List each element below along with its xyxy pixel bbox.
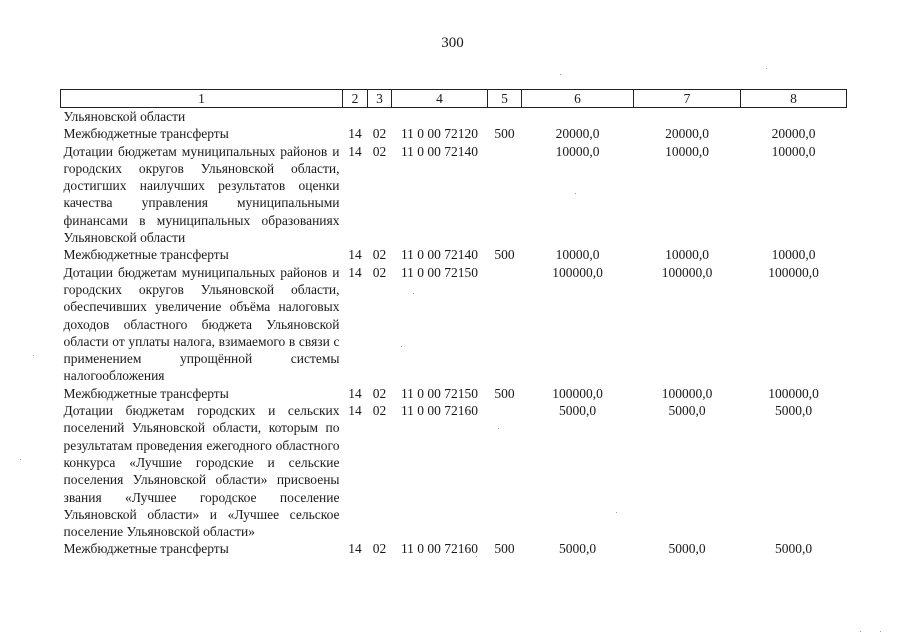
scan-speck (575, 193, 576, 194)
amount-col-8-cell: 100000,0 (768, 385, 819, 401)
subsection-code-cell: 02 (372, 385, 387, 401)
section-code-cell: 14 (348, 126, 362, 142)
amount-col-7-cell (634, 108, 741, 126)
row-name-cell: Ульяновской области (63, 109, 186, 124)
amount-col-8-cell: 5000,0 (774, 541, 813, 557)
section-code-cell: 14 (348, 264, 362, 280)
target-article-cell: 11 0 00 72150 (400, 385, 479, 401)
row-name-cell: Дотации бюджетам муниципальных районов и городских округов Ульяновской области, достигших наилучших результатов оценки качества управления муниципальными финансами в муниципальных образованиях Ульяновской области (63, 143, 340, 246)
scan-speck (401, 346, 402, 347)
table-row (61, 385, 847, 402)
row-name-cell: Межбюджетные трансферты (63, 541, 229, 557)
amount-col-8-cell: 10000,0 (771, 143, 816, 159)
header-col-4: 4 (392, 90, 488, 108)
header-col-3: 3 (368, 90, 392, 108)
table-row (61, 402, 847, 540)
amount-col-7-cell: 5000,0 (668, 403, 706, 419)
header-col-7: 7 (634, 90, 741, 108)
amount-col-6-cell: 20000,0 (555, 126, 600, 142)
target-article-cell: 11 0 00 72150 (400, 264, 479, 280)
row-name-cell: Дотации бюджетам муниципальных районов и городских округов Ульяновской области, обеспечивших увеличение объёма налоговых доходов областного бюджета Ульяновской области от уплаты налога, взимаемого в связи с применением упрощённой системы налогообложения (63, 264, 340, 384)
subsection-code-cell: 02 (372, 247, 387, 263)
amount-col-6-cell: 5000,0 (558, 403, 597, 419)
scan-speck (33, 355, 34, 356)
target-article-cell: 11 0 00 72140 (400, 143, 479, 159)
header-col-5: 5 (488, 90, 522, 108)
header-col-2: 2 (343, 90, 368, 108)
subsection-code-cell: 02 (372, 541, 387, 557)
row-name-cell: Межбюджетные трансферты (63, 247, 229, 263)
scan-speck (476, 556, 477, 557)
target-article-cell: 11 0 00 72120 (400, 126, 479, 142)
amount-col-8-cell: 100000,0 (768, 264, 819, 280)
expense-type-cell (488, 108, 522, 126)
section-code-cell: 14 (348, 385, 362, 401)
header-row (61, 90, 847, 108)
subsection-code-cell (368, 108, 392, 126)
amount-col-7-cell: 100000,0 (661, 264, 713, 280)
amount-col-8-cell: 20000,0 (771, 126, 816, 142)
subsection-code-cell: 02 (372, 403, 387, 419)
page-number: 300 (441, 35, 464, 51)
target-article-cell: 11 0 00 72160 (400, 403, 479, 419)
subsection-code-cell: 02 (372, 126, 387, 142)
table-row (61, 264, 847, 385)
subsection-code-cell: 02 (372, 143, 387, 159)
amount-col-7-cell: 20000,0 (665, 126, 709, 142)
section-code-cell: 14 (348, 247, 362, 263)
table-row (61, 246, 847, 263)
row-name-cell: Межбюджетные трансферты (63, 126, 229, 142)
expense-type-cell (488, 143, 522, 247)
expense-type-cell (488, 402, 522, 540)
amount-col-7-cell: 10000,0 (665, 143, 709, 159)
scan-speck (560, 74, 561, 75)
target-article-cell: 11 0 00 72160 (400, 541, 479, 557)
amount-col-7-cell: 100000,0 (661, 385, 713, 401)
expense-type-cell: 500 (494, 126, 515, 142)
amount-col-8-cell (741, 108, 847, 126)
section-code-cell (343, 108, 368, 126)
scan-speck (766, 68, 767, 69)
amount-col-6-cell (522, 108, 634, 126)
section-code-cell: 14 (348, 143, 362, 159)
amount-col-8-cell: 10000,0 (771, 247, 816, 263)
amount-col-7-cell: 10000,0 (665, 247, 709, 263)
header-col-8: 8 (741, 90, 847, 108)
amount-col-8-cell: 5000,0 (774, 403, 813, 419)
amount-col-6-cell: 100000,0 (552, 264, 603, 280)
subsection-code-cell: 02 (372, 264, 387, 280)
amount-col-6-cell: 10000,0 (555, 143, 600, 159)
amount-col-6-cell: 10000,0 (555, 247, 600, 263)
target-article-cell (392, 108, 488, 126)
scan-speck (860, 631, 861, 632)
budget-table (60, 89, 847, 558)
scan-speck (20, 459, 21, 460)
section-code-cell: 14 (348, 541, 362, 557)
row-name-cell: Межбюджетные трансферты (63, 385, 229, 401)
amount-col-7-cell: 5000,0 (668, 541, 706, 557)
expense-type-cell (488, 264, 522, 385)
expense-type-cell: 500 (494, 541, 515, 557)
header-col-1: 1 (61, 90, 343, 108)
amount-col-6-cell: 100000,0 (552, 385, 603, 401)
row-name-cell: Дотации бюджетам городских и сельских поселений Ульяновской области, которым по результатам проведения ежегодного областного конкурса «Лучшие городские и сельские поселения Ульяновской области» присвоены звания «Лучшее городское поселение Ульяновской области» и «Лучшее сельское поселение Ульяновской области» (63, 403, 340, 540)
scan-speck (498, 428, 499, 429)
header-col-6: 6 (522, 90, 634, 108)
table-row (61, 108, 847, 126)
table-row (61, 143, 847, 247)
amount-col-6-cell: 5000,0 (558, 541, 597, 557)
table-row (61, 540, 847, 557)
expense-type-cell: 500 (494, 247, 515, 263)
target-article-cell: 11 0 00 72140 (400, 247, 479, 263)
table-row (61, 125, 847, 142)
expense-type-cell: 500 (494, 385, 515, 401)
table-body (61, 108, 847, 558)
scan-speck (880, 631, 881, 632)
scan-speck (413, 293, 414, 294)
section-code-cell: 14 (348, 403, 362, 419)
scan-speck (616, 512, 617, 513)
